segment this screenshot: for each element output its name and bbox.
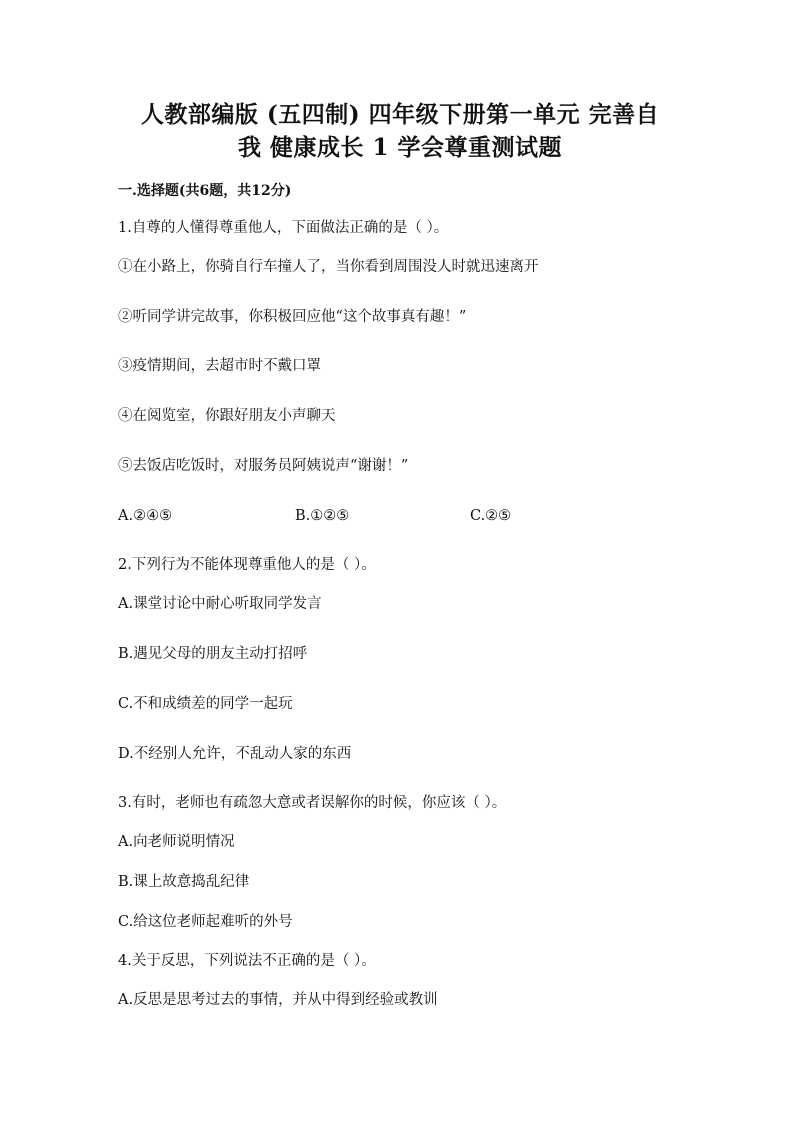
question-2-option-d: D.不经别人允许，不乱动人家的东西 — [118, 746, 352, 762]
question-2-stem: 2.下列行为不能体现尊重他人的是（ ）。 — [118, 557, 376, 573]
question-2-option-c: C.不和成绩差的同学一起玩 — [118, 696, 293, 712]
question-3-stem: 3.有时，老师也有疏忽大意或者误解你的时候，你应该（ ）。 — [118, 795, 507, 811]
question-4-option-a: A.反思是思考过去的事情，并从中得到经验或教训 — [118, 992, 438, 1008]
question-1-statement-5: ⑤去饭店吃饭时，对服务员阿姨说声“谢谢！” — [118, 458, 409, 474]
question-1-statement-2: ②听同学讲完故事，你积极回应他“这个故事真有趣！” — [118, 309, 467, 325]
document-title-line-2: 我 健康成长 1 学会尊重测试题 — [237, 134, 563, 161]
question-3-option-c: C.给这位老师起难听的外号 — [118, 914, 293, 930]
question-4-stem: 4.关于反思，下列说法不正确的是（ ）。 — [118, 953, 376, 969]
question-3-option-b: B.课上故意捣乱纪律 — [118, 874, 250, 890]
document-title-line-1: 人教部编版 (五四制) 四年级下册第一单元 完善自 — [140, 101, 660, 128]
section-heading: 一.选择题(共6题，共12分) — [118, 183, 292, 199]
question-1-stem: 1.自尊的人懂得尊重他人，下面做法正确的是（ ）。 — [118, 220, 449, 236]
question-1-option-b: B.①②⑤ — [295, 508, 350, 524]
question-1-option-c: C.②⑤ — [470, 508, 512, 524]
question-3-option-a: A.向老师说明情况 — [118, 834, 235, 850]
question-1-option-a: A.②④⑤ — [118, 508, 173, 524]
question-2-option-a: A.课堂讨论中耐心听取同学发言 — [118, 596, 322, 612]
question-1-statement-3: ③疫情期间，去超市时不戴口罩 — [118, 358, 321, 374]
question-2-option-b: B.遇见父母的朋友主动打招呼 — [118, 646, 308, 662]
question-1-statement-1: ①在小路上，你骑自行车撞人了，当你看到周围没人时就迅速离开 — [118, 259, 539, 275]
question-1-statement-4: ④在阅览室，你跟好朋友小声聊天 — [118, 408, 336, 424]
